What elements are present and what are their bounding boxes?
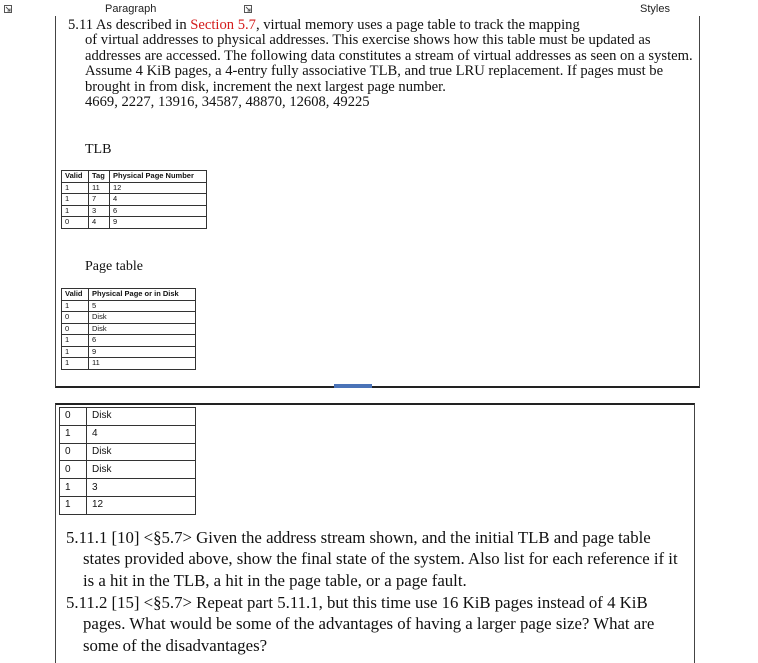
section-link[interactable]: Section 5.7: [190, 17, 256, 33]
page-table-cell-physical: Disk: [87, 461, 196, 479]
page-table-cell-valid: 1: [62, 346, 89, 358]
tlb-row: [62, 194, 207, 206]
question-first-line: 5.11.1 [10] <§5.7> Given the address stream shown, and the initial TLB and page table: [66, 528, 651, 547]
problem-first-line: [68, 18, 694, 33]
page-table-cell-physical: 9: [89, 346, 196, 358]
tlb-cell-tag: 4: [89, 217, 110, 229]
page-table-continued: [59, 407, 196, 515]
page-table-cell-physical: 6: [89, 335, 196, 347]
page-table-cell-valid: 0: [62, 323, 89, 335]
tlb-cell-valid: 0: [62, 217, 89, 229]
tlb-cell-ppn: 9: [110, 217, 207, 229]
page-table-cell-physical: 4: [87, 425, 196, 443]
problem-statement: [68, 18, 694, 110]
page-table-cell-valid: 1: [60, 479, 87, 497]
tlb-cell-ppn: 12: [110, 182, 207, 194]
paragraph-dialog-launcher-icon[interactable]: [244, 5, 252, 13]
page-table-cell-valid: 0: [60, 461, 87, 479]
tlb-row: [62, 205, 207, 217]
page-table-row: [62, 312, 196, 324]
document-page-top: [55, 16, 700, 388]
tlb-cell-tag: 3: [89, 205, 110, 217]
page-table-cell-physical: 5: [89, 300, 196, 312]
page-table-cell-valid: 0: [60, 408, 87, 426]
page-table-row: [60, 461, 196, 479]
question-5-11-2: [66, 592, 686, 656]
tlb-header-row: [62, 171, 207, 183]
page-table-cell-valid: 1: [62, 335, 89, 347]
tlb-cell-tag: 7: [89, 194, 110, 206]
question-first-line: 5.11.2 [15] <§5.7> Repeat part 5.11.1, but this time use 16 KiB pages instead of 4 KiB: [66, 593, 648, 612]
page-table-cell-valid: 1: [60, 496, 87, 514]
page-table-row: [60, 443, 196, 461]
page-table-cell-valid: 0: [60, 443, 87, 461]
page-table-row: [62, 346, 196, 358]
page-table-row: [62, 323, 196, 335]
tlb-cell-valid: 1: [62, 194, 89, 206]
document-page-bottom: [55, 403, 695, 663]
page-table-row: [60, 479, 196, 497]
tlb-header-ppn: Physical Page Number: [110, 171, 207, 183]
styles-group-label: Styles: [640, 3, 670, 15]
page-table-cell-valid: 0: [62, 312, 89, 324]
tlb-row: [62, 182, 207, 194]
page-table-cell-valid: 1: [62, 358, 89, 370]
scroll-position-marker[interactable]: [334, 384, 372, 388]
page-table-header-row: [62, 289, 196, 301]
tlb-header-tag: Tag: [89, 171, 110, 183]
page-table-row: [60, 496, 196, 514]
problem-number: 5.11 As described in: [68, 17, 191, 33]
tlb-row: [62, 217, 207, 229]
page-table-row: [60, 408, 196, 426]
question-body: states provided above, show the final state of the system. Also list for each reference if it is a hit in the TLB, a hit in the page table, or a page fault.: [83, 549, 678, 590]
problem-body: of virtual addresses to physical addresses. This exercise shows how this table must be updated as addresses are accessed. The following data constitutes a stream of virtual addresses as seen on a system. Assume 4 KiB pages, a 4-entry fully associative TLB, and true LRU replacement. If pages must be brought in from disk, increment the next largest page number.: [85, 32, 693, 95]
dialog-launcher-icon[interactable]: [4, 5, 12, 13]
page-table-top: [61, 288, 196, 370]
page-table-cell-physical: Disk: [89, 312, 196, 324]
page-table-cell-physical: Disk: [87, 408, 196, 426]
page-table-header-physical: Physical Page or in Disk: [89, 289, 196, 301]
page-table-row: [60, 425, 196, 443]
page-table-cell-valid: 1: [62, 300, 89, 312]
tlb-caption: TLB: [85, 142, 112, 157]
page-table-cell-physical: Disk: [89, 323, 196, 335]
paragraph-group-label: Paragraph: [105, 3, 157, 15]
problem-first-line-text: , virtual memory uses a page table to track the mapping: [255, 17, 580, 33]
page-table-header-valid: Valid: [62, 289, 89, 301]
question-5-11-1: [66, 527, 686, 591]
tlb-table: [61, 170, 207, 229]
page-table-row: [62, 335, 196, 347]
page-table-cell-physical: 3: [87, 479, 196, 497]
address-stream: 4669, 2227, 13916, 34587, 48870, 12608, 49225: [85, 94, 370, 111]
tlb-cell-valid: 1: [62, 205, 89, 217]
page-table-caption: Page table: [85, 259, 143, 274]
page-table-cell-valid: 1: [60, 425, 87, 443]
page-table-cell-physical: 11: [89, 358, 196, 370]
tlb-cell-ppn: 6: [110, 205, 207, 217]
page-table-cell-physical: 12: [87, 496, 196, 514]
tlb-cell-ppn: 4: [110, 194, 207, 206]
question-body: pages. What would be some of the advantages of having a larger page size? What are some of the disadvantages?: [83, 614, 655, 655]
tlb-cell-tag: 11: [89, 182, 110, 194]
page-table-row: [62, 358, 196, 370]
page-table-row: [62, 300, 196, 312]
tlb-cell-valid: 1: [62, 182, 89, 194]
tlb-header-valid: Valid: [62, 171, 89, 183]
page-table-cell-physical: Disk: [87, 443, 196, 461]
